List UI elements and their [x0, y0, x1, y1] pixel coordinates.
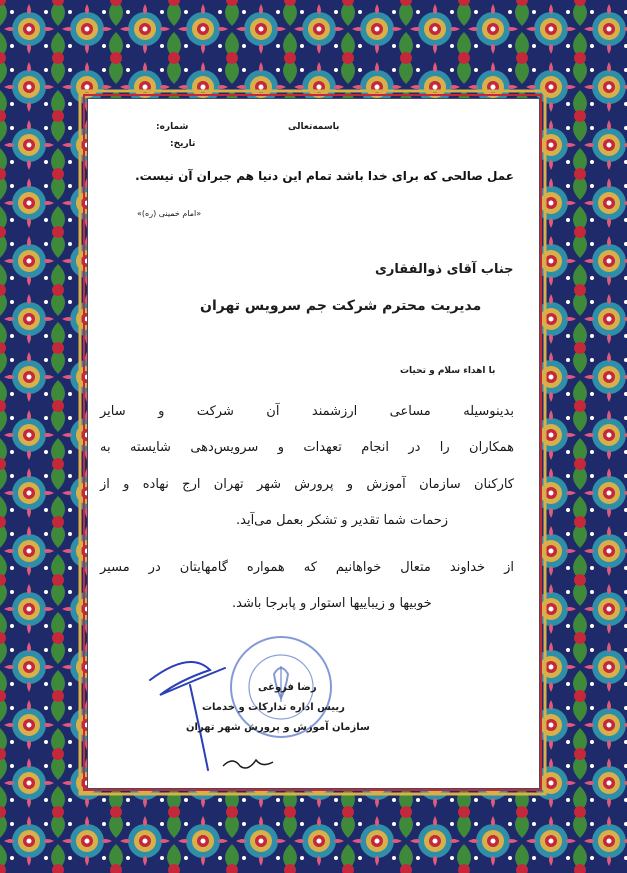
addressee-name: جناب آقای ذوالفقاری — [375, 262, 514, 277]
signatory-name: رضا فروغی — [258, 682, 317, 693]
body-line-4: زحمات شما تقدیر و تشکر بعمل می‌آید. — [236, 513, 449, 528]
signatory-title-2: سازمان آموزش و پرورش شهر تهران — [186, 722, 370, 733]
addressee-company: مدیریت محترم شرکت جم سرویس تهران — [200, 298, 482, 314]
body-line-6: خوبیها و زیباییها استوار و پابرجا باشد. — [232, 596, 432, 611]
signatory-title-1: رییس اداره تدارکات و خدمات — [202, 702, 345, 713]
greeting: با اهداء سلام و تحیات — [400, 366, 496, 376]
quote-text: عمل صالحی که برای خدا باشد تمام این دنیا هم جبران آن نیست. — [135, 169, 514, 183]
basmala: باسمه‌تعالی — [288, 122, 340, 132]
date-label: تاریخ: — [170, 139, 196, 149]
number-label: شماره: — [156, 122, 189, 132]
body-line-3: کارکنان سازمان آموزش و پرورش شهر تهران ارج نهاده و از — [100, 477, 514, 492]
body-line-1: بدینوسیله مساعی ارزشمند آن شرکت و سایر — [100, 404, 514, 419]
body-line-5: از خداوند متعال خواهانیم که همواره گامهایتان در مسیر — [100, 560, 514, 575]
body-line-2: همکاران را در انجام تعهدات و سرویس‌دهی شایسته به — [100, 440, 514, 455]
quote-source: «امام خمینی (ره)» — [137, 209, 202, 218]
signature-initials — [218, 752, 278, 774]
